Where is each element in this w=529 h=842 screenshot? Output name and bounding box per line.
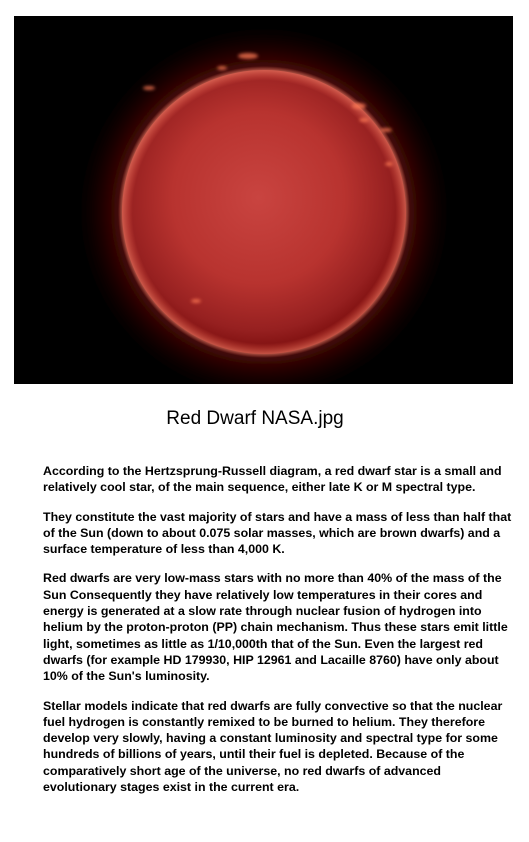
paragraph-stellar-models: Stellar models indicate that red dwarfs are fully convective so that the nuclear fuel hydrogen is constantly remixed to be burned to helium. They therefore develop very slowly, having a constant luminosity and spectral type for some hundreds of billions of years, until their fuel is depleted. Because of the comparatively short age of the universe, no red dwarfs of advanced evolutionary stages exist in the current era. (43, 698, 503, 795)
article-body (43, 463, 515, 808)
star-rim (118, 66, 410, 358)
image-caption: Red Dwarf NASA.jpg (166, 408, 344, 429)
paragraph-intro: According to the Hertzsprung-Russell diagram, a red dwarf star is a small and relatively cool star, of the main sequence, either late K or M spectral type. (43, 464, 502, 495)
red-dwarf-star-image (14, 16, 513, 384)
paragraph-luminosity: Red dwarfs are very low-mass stars with no more than 40% of the mass of the Sun Consequently they have relatively low temperatures in their cores and energy is generated at a slow rate through nuclear fusion of hydrogen into helium by the proton-proton (PP) chain mechanism. Thus these stars emit little light, sometimes as little as 1/10,000th that of the Sun. Even the largest red dwarfs (for example HD 179930, HIP 12961 and Lacaille 8760) have only about 10% of the Sun's luminosity. (43, 571, 508, 684)
paragraph-mass: They constitute the vast majority of stars and have a mass of less than half that of the Sun (down to about 0.075 solar masses, which are brown dwarfs) and a surface temperature of less than 4,000 K. (43, 509, 512, 557)
red-dwarf-star-icon (14, 16, 513, 384)
